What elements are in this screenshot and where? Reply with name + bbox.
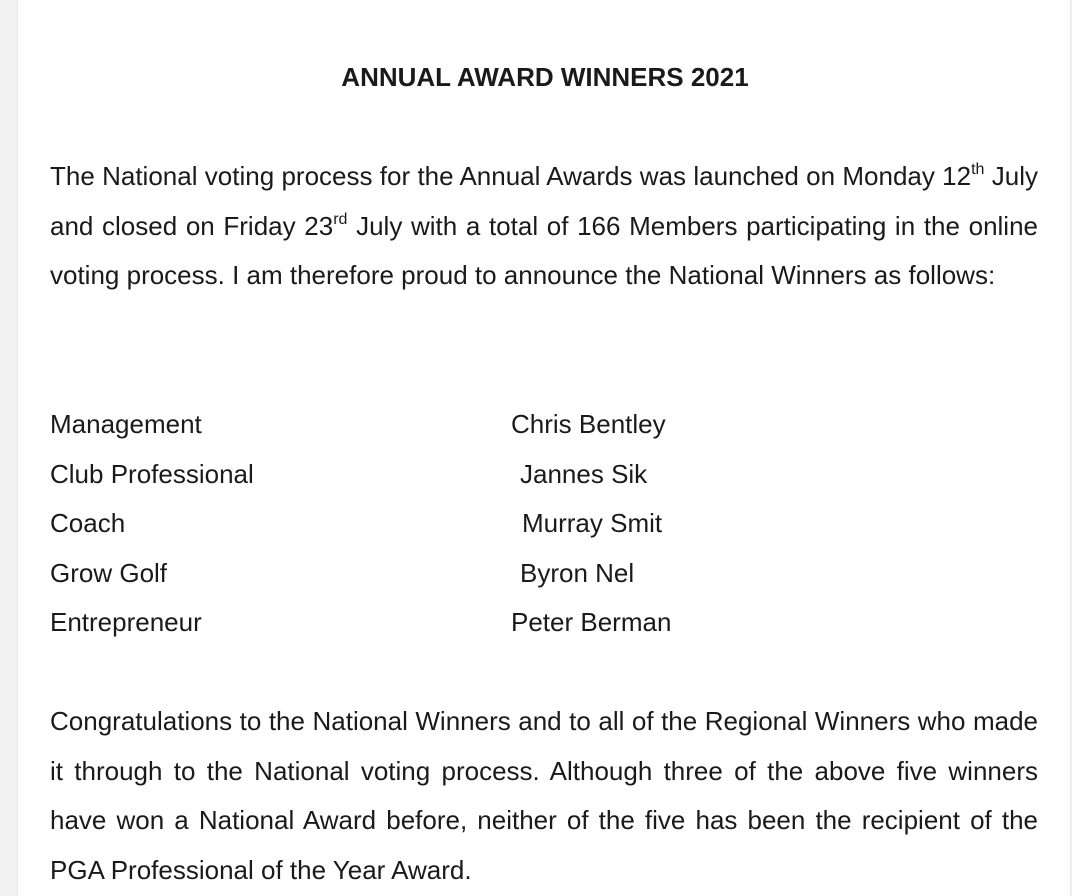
award-winner: Murray Smit [522, 508, 663, 539]
award-row [50, 598, 1038, 648]
document-title: ANNUAL AWARD WINNERS 2021 [341, 62, 749, 92]
award-winner: Jannes Sik [520, 458, 648, 489]
award-category: Entrepreneur [50, 607, 202, 638]
award-category: Grow Golf [50, 557, 168, 588]
award-winner: Chris Bentley [511, 409, 666, 439]
closing-paragraph: Congratulations to the National Winners and to all of the Regional Winners who made it through to the National voting process. Although three of the above five winners have won a National Award before, neither of the five has been the recipient of the PGA Professional of the Year Award. [50, 706, 1038, 886]
awards-list [50, 400, 1038, 648]
award-category: Coach [50, 508, 126, 539]
award-row [50, 450, 1038, 500]
document-page [18, 0, 1070, 896]
award-winner: Byron Nel [520, 557, 635, 588]
award-winner: Peter Berman [511, 607, 672, 638]
award-row [50, 499, 1038, 549]
superscript-rd: rd [333, 210, 348, 228]
intro-paragraph: The National voting process for the Annual Awards was launched on Monday 12th July and closed on Friday 23rd July with a total of 166 Members participating in the online voting process. I am therefore proud to announce the National Winners as follows: [50, 161, 1038, 291]
superscript-th: th [971, 161, 985, 178]
award-row [50, 549, 1038, 599]
award-row [50, 400, 1038, 450]
award-category: Management [50, 409, 202, 439]
award-category: Club Professional [50, 458, 254, 489]
